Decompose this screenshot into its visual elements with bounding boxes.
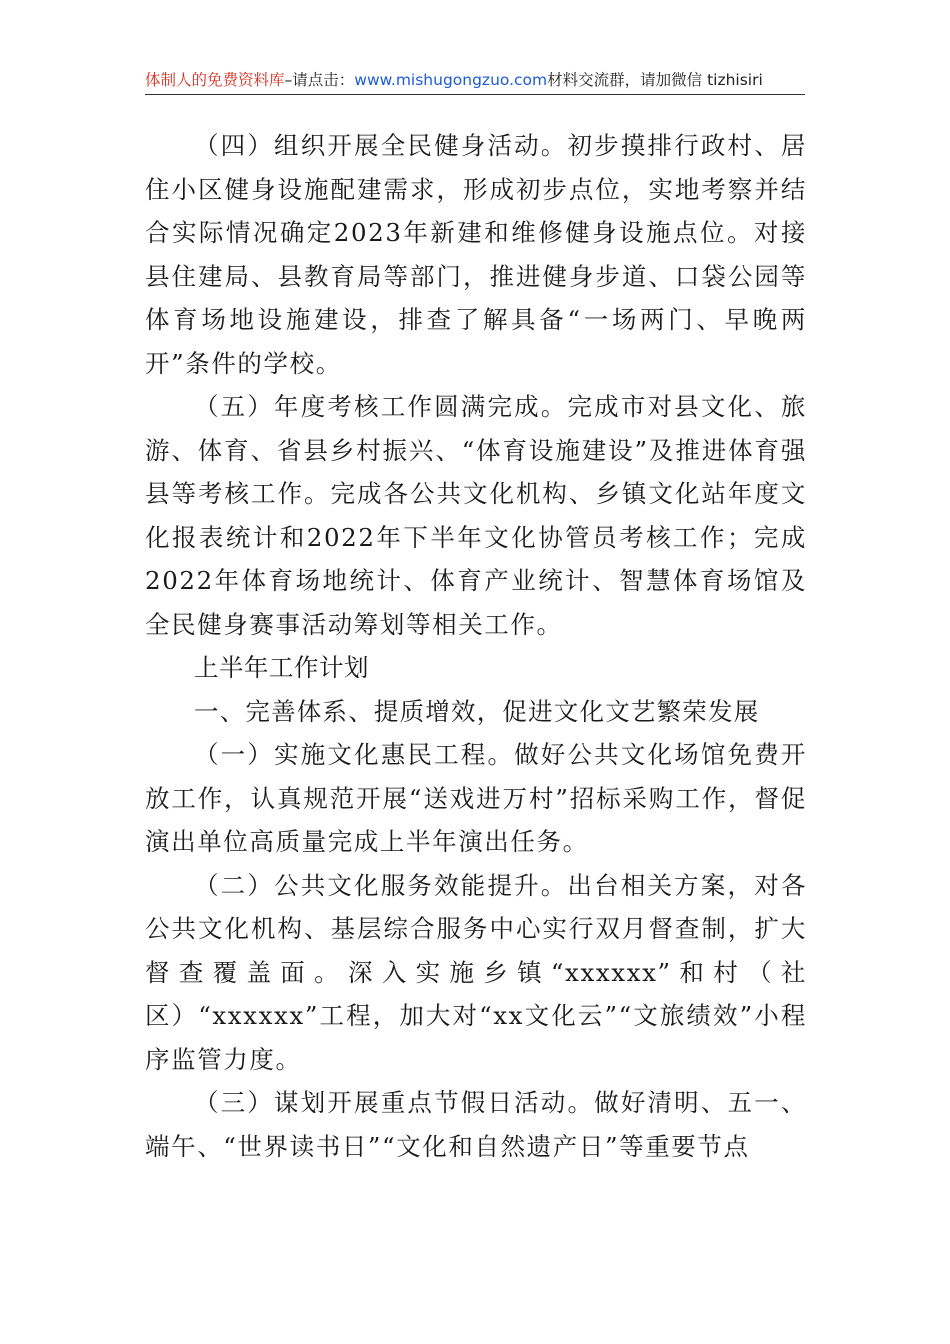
header-url-link[interactable]: www.mishugongzuo.com xyxy=(354,71,548,89)
header-brand: 体制人的免费资料库 xyxy=(145,71,285,89)
paragraph-fitness: （四）组织开展全民健身活动。初步摸排行政村、居住小区健身设施配建需求，形成初步点位，实地考察并结合实际情况确定2023年新建和维修健身设施点位。对接县住建局、县教育局等部门，推进健身步道、口袋公园等体育场地设施建设，排查了解具备“一场两门、早晚两开”条件的学校。 xyxy=(145,131,807,378)
section-title: 上半年工作计划 xyxy=(194,653,369,682)
paragraph-culture-benefit: （一）实施文化惠民工程。做好公共文化场馆免费开放工作，认真规范开展“送戏进万村”招标采购工作，督促演出单位高质量完成上半年演出任务。 xyxy=(145,740,807,856)
paragraph-assessment: （五）年度考核工作圆满完成。完成市对县文化、旅游、体育、省县乡村振兴、“体育设施建设”及推进体育强县等考核工作。完成各公共文化机构、乡镇文化站年度文化报表统计和2022年下半年文化协管员考核工作；完成2022年体育场地统计、体育产业统计、智慧体育场馆及全民健身赛事活动筹划等相关工作。 xyxy=(145,392,807,639)
page-header xyxy=(145,66,805,95)
document-body xyxy=(145,124,807,1168)
header-note: 材料交流群，请加微信 tizhisiri xyxy=(547,71,763,89)
header-prompt: –请点击： xyxy=(284,71,355,89)
paragraph-holiday-events: （三）谋划开展重点节假日活动。做好清明、五一、端午、“世界读书日”“文化和自然遗产日”等重要节点 xyxy=(145,1088,807,1161)
subsection-title: 一、完善体系、提质增效，促进文化文艺繁荣发展 xyxy=(194,696,760,726)
paragraph-public-service: （二）公共文化服务效能提升。出台相关方案，对各公共文化机构、基层综合服务中心实行双月督查制，扩大督查覆盖面。深入实施乡镇“xxxxxx”和村（社区）“xxxxxx”工程，加大对“xx文化云”“文旅绩效”小程序监管力度。 xyxy=(145,870,807,1074)
